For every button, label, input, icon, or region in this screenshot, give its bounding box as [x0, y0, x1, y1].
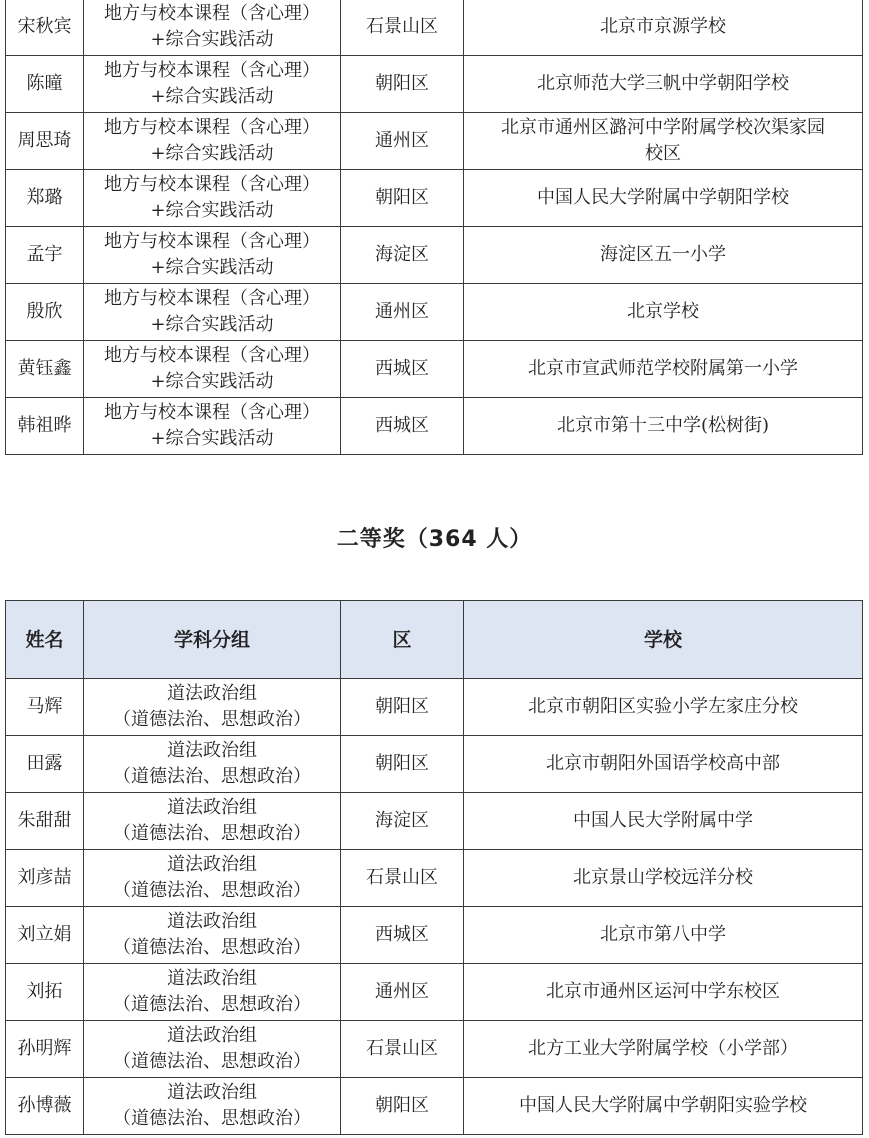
school-cell [464, 1078, 863, 1135]
school-cell-line: 中国人民大学附属中学 [573, 810, 753, 831]
school-cell-line: 北京市通州区运河中学东校区 [546, 981, 780, 1002]
name-cell: 郑璐 [6, 170, 84, 227]
district-cell: 西城区 [341, 341, 464, 398]
school-cell-line: 北京市朝阳外国语学校高中部 [546, 753, 780, 774]
subject-cell [84, 113, 341, 170]
district-cell: 石景山区 [341, 850, 464, 907]
subject-cell-line: 道法政治组 [167, 797, 257, 818]
school-cell [464, 0, 863, 56]
school-cell [464, 170, 863, 227]
name-cell: 田露 [6, 736, 84, 793]
subject-cell-line: +综合实践活动 [150, 314, 274, 335]
subject-cell [84, 907, 341, 964]
name-cell: 宋秋宾 [6, 0, 84, 56]
school-cell [464, 679, 863, 736]
school-cell-line: 中国人民大学附属中学朝阳学校 [537, 187, 789, 208]
subject-cell-line: 地方与校本课程（含心理） [104, 345, 320, 366]
subject-cell-line: 道法政治组 [167, 740, 257, 761]
school-cell [464, 56, 863, 113]
subject-cell-line: 地方与校本课程（含心理） [104, 174, 320, 195]
school-cell-line: 北方工业大学附属学校（小学部） [528, 1038, 798, 1059]
subject-cell-line: 道法政治组 [167, 683, 257, 704]
school-cell-line: 北京市第八中学 [600, 924, 726, 945]
subject-cell-line: +综合实践活动 [150, 257, 274, 278]
name-cell: 孙明辉 [6, 1021, 84, 1078]
school-cell-line: 北京市通州区潞河中学附属学校次渠家园 [501, 117, 825, 138]
header-district: 区 [341, 601, 464, 679]
subject-cell-line: +综合实践活动 [150, 143, 274, 164]
table-row [6, 227, 863, 284]
header-name: 姓名 [6, 601, 84, 679]
school-cell [464, 227, 863, 284]
district-cell: 朝阳区 [341, 56, 464, 113]
school-cell [464, 964, 863, 1021]
name-cell: 韩祖晔 [6, 398, 84, 455]
header-subject: 学科分组 [84, 601, 341, 679]
subject-cell [84, 0, 341, 56]
table-row [6, 1021, 863, 1078]
district-cell: 通州区 [341, 964, 464, 1021]
name-cell: 周思琦 [6, 113, 84, 170]
subject-cell-line: +综合实践活动 [150, 428, 274, 449]
school-cell-line: 北京市宣武师范学校附属第一小学 [528, 358, 798, 379]
school-cell-line: 北京景山学校远洋分校 [573, 867, 753, 888]
name-cell: 刘彦喆 [6, 850, 84, 907]
first-table-body [6, 0, 863, 455]
subject-cell [84, 964, 341, 1021]
district-cell: 通州区 [341, 284, 464, 341]
school-cell-line: 校区 [645, 143, 681, 164]
subject-cell-line: （道德法治、思想政治） [113, 994, 311, 1015]
table-row [6, 398, 863, 455]
district-cell: 海淀区 [341, 227, 464, 284]
name-cell: 黄钰鑫 [6, 341, 84, 398]
subject-cell [84, 56, 341, 113]
school-cell [464, 113, 863, 170]
subject-cell [84, 284, 341, 341]
subject-cell-line: 地方与校本课程（含心理） [104, 402, 320, 423]
name-cell: 陈曈 [6, 56, 84, 113]
name-cell: 朱甜甜 [6, 793, 84, 850]
district-cell: 朝阳区 [341, 736, 464, 793]
subject-cell-line: （道德法治、思想政治） [113, 766, 311, 787]
second-prize-table [5, 600, 863, 1135]
subject-cell-line: +综合实践活动 [150, 200, 274, 221]
district-cell: 朝阳区 [341, 679, 464, 736]
table-row [6, 0, 863, 56]
subject-cell [84, 398, 341, 455]
district-cell: 石景山区 [341, 1021, 464, 1078]
school-cell [464, 341, 863, 398]
table-row [6, 736, 863, 793]
subject-cell-line: （道德法治、思想政治） [113, 880, 311, 901]
subject-cell-line: 道法政治组 [167, 911, 257, 932]
name-cell: 孟宇 [6, 227, 84, 284]
name-cell: 马辉 [6, 679, 84, 736]
table-header-row [6, 601, 863, 679]
school-cell [464, 907, 863, 964]
school-cell-line: 北京学校 [627, 301, 699, 322]
table-row [6, 284, 863, 341]
school-cell-line: 北京市第十三中学(松树街) [556, 415, 770, 436]
subject-cell [84, 679, 341, 736]
subject-cell-line: （道德法治、思想政治） [113, 1051, 311, 1072]
table-row [6, 679, 863, 736]
school-cell [464, 793, 863, 850]
district-cell: 西城区 [341, 907, 464, 964]
table-row [6, 341, 863, 398]
school-cell-line: 海淀区五一小学 [600, 244, 726, 265]
subject-cell-line: 道法政治组 [167, 1025, 257, 1046]
school-cell-line: 中国人民大学附属中学朝阳实验学校 [519, 1095, 807, 1116]
table-row [6, 850, 863, 907]
first-prize-table-continued [5, 0, 863, 455]
district-cell: 朝阳区 [341, 1078, 464, 1135]
subject-cell-line: 地方与校本课程（含心理） [104, 60, 320, 81]
school-cell [464, 736, 863, 793]
subject-cell-line: （道德法治、思想政治） [113, 709, 311, 730]
subject-cell-line: 地方与校本课程（含心理） [104, 3, 320, 24]
name-cell: 刘拓 [6, 964, 84, 1021]
second-table-body [6, 679, 863, 1135]
district-cell: 西城区 [341, 398, 464, 455]
district-cell: 石景山区 [341, 0, 464, 56]
school-cell [464, 284, 863, 341]
subject-cell [84, 227, 341, 284]
school-cell-line: 北京师范大学三帆中学朝阳学校 [537, 73, 789, 94]
table-row [6, 793, 863, 850]
subject-cell [84, 1078, 341, 1135]
school-cell [464, 1021, 863, 1078]
subject-cell-line: +综合实践活动 [150, 86, 274, 107]
subject-cell-line: 道法政治组 [167, 1082, 257, 1103]
subject-cell [84, 850, 341, 907]
table-row [6, 1078, 863, 1135]
section-title: 二等奖（364 人） [336, 527, 533, 552]
school-cell-line: 北京市京源学校 [600, 16, 726, 37]
subject-cell-line: 地方与校本课程（含心理） [104, 231, 320, 252]
header-school: 学校 [464, 601, 863, 679]
name-cell: 殷欣 [6, 284, 84, 341]
district-cell: 海淀区 [341, 793, 464, 850]
subject-cell-line: 道法政治组 [167, 854, 257, 875]
school-cell [464, 850, 863, 907]
district-cell: 通州区 [341, 113, 464, 170]
district-cell: 朝阳区 [341, 170, 464, 227]
table-row [6, 56, 863, 113]
school-cell [464, 398, 863, 455]
table-row [6, 113, 863, 170]
table-row [6, 170, 863, 227]
subject-cell-line: 地方与校本课程（含心理） [104, 117, 320, 138]
name-cell: 刘立娟 [6, 907, 84, 964]
subject-cell [84, 736, 341, 793]
subject-cell-line: （道德法治、思想政治） [113, 1108, 311, 1129]
subject-cell-line: 地方与校本课程（含心理） [104, 288, 320, 309]
table-row [6, 907, 863, 964]
school-cell-line: 北京市朝阳区实验小学左家庄分校 [528, 696, 798, 717]
subject-cell [84, 1021, 341, 1078]
table-row [6, 964, 863, 1021]
subject-cell-line: +综合实践活动 [150, 371, 274, 392]
subject-cell [84, 341, 341, 398]
subject-cell [84, 793, 341, 850]
name-cell: 孙博薇 [6, 1078, 84, 1135]
subject-cell-line: （道德法治、思想政治） [113, 823, 311, 844]
subject-cell-line: （道德法治、思想政治） [113, 937, 311, 958]
subject-cell-line: 道法政治组 [167, 968, 257, 989]
subject-cell-line: +综合实践活动 [150, 29, 274, 50]
subject-cell [84, 170, 341, 227]
